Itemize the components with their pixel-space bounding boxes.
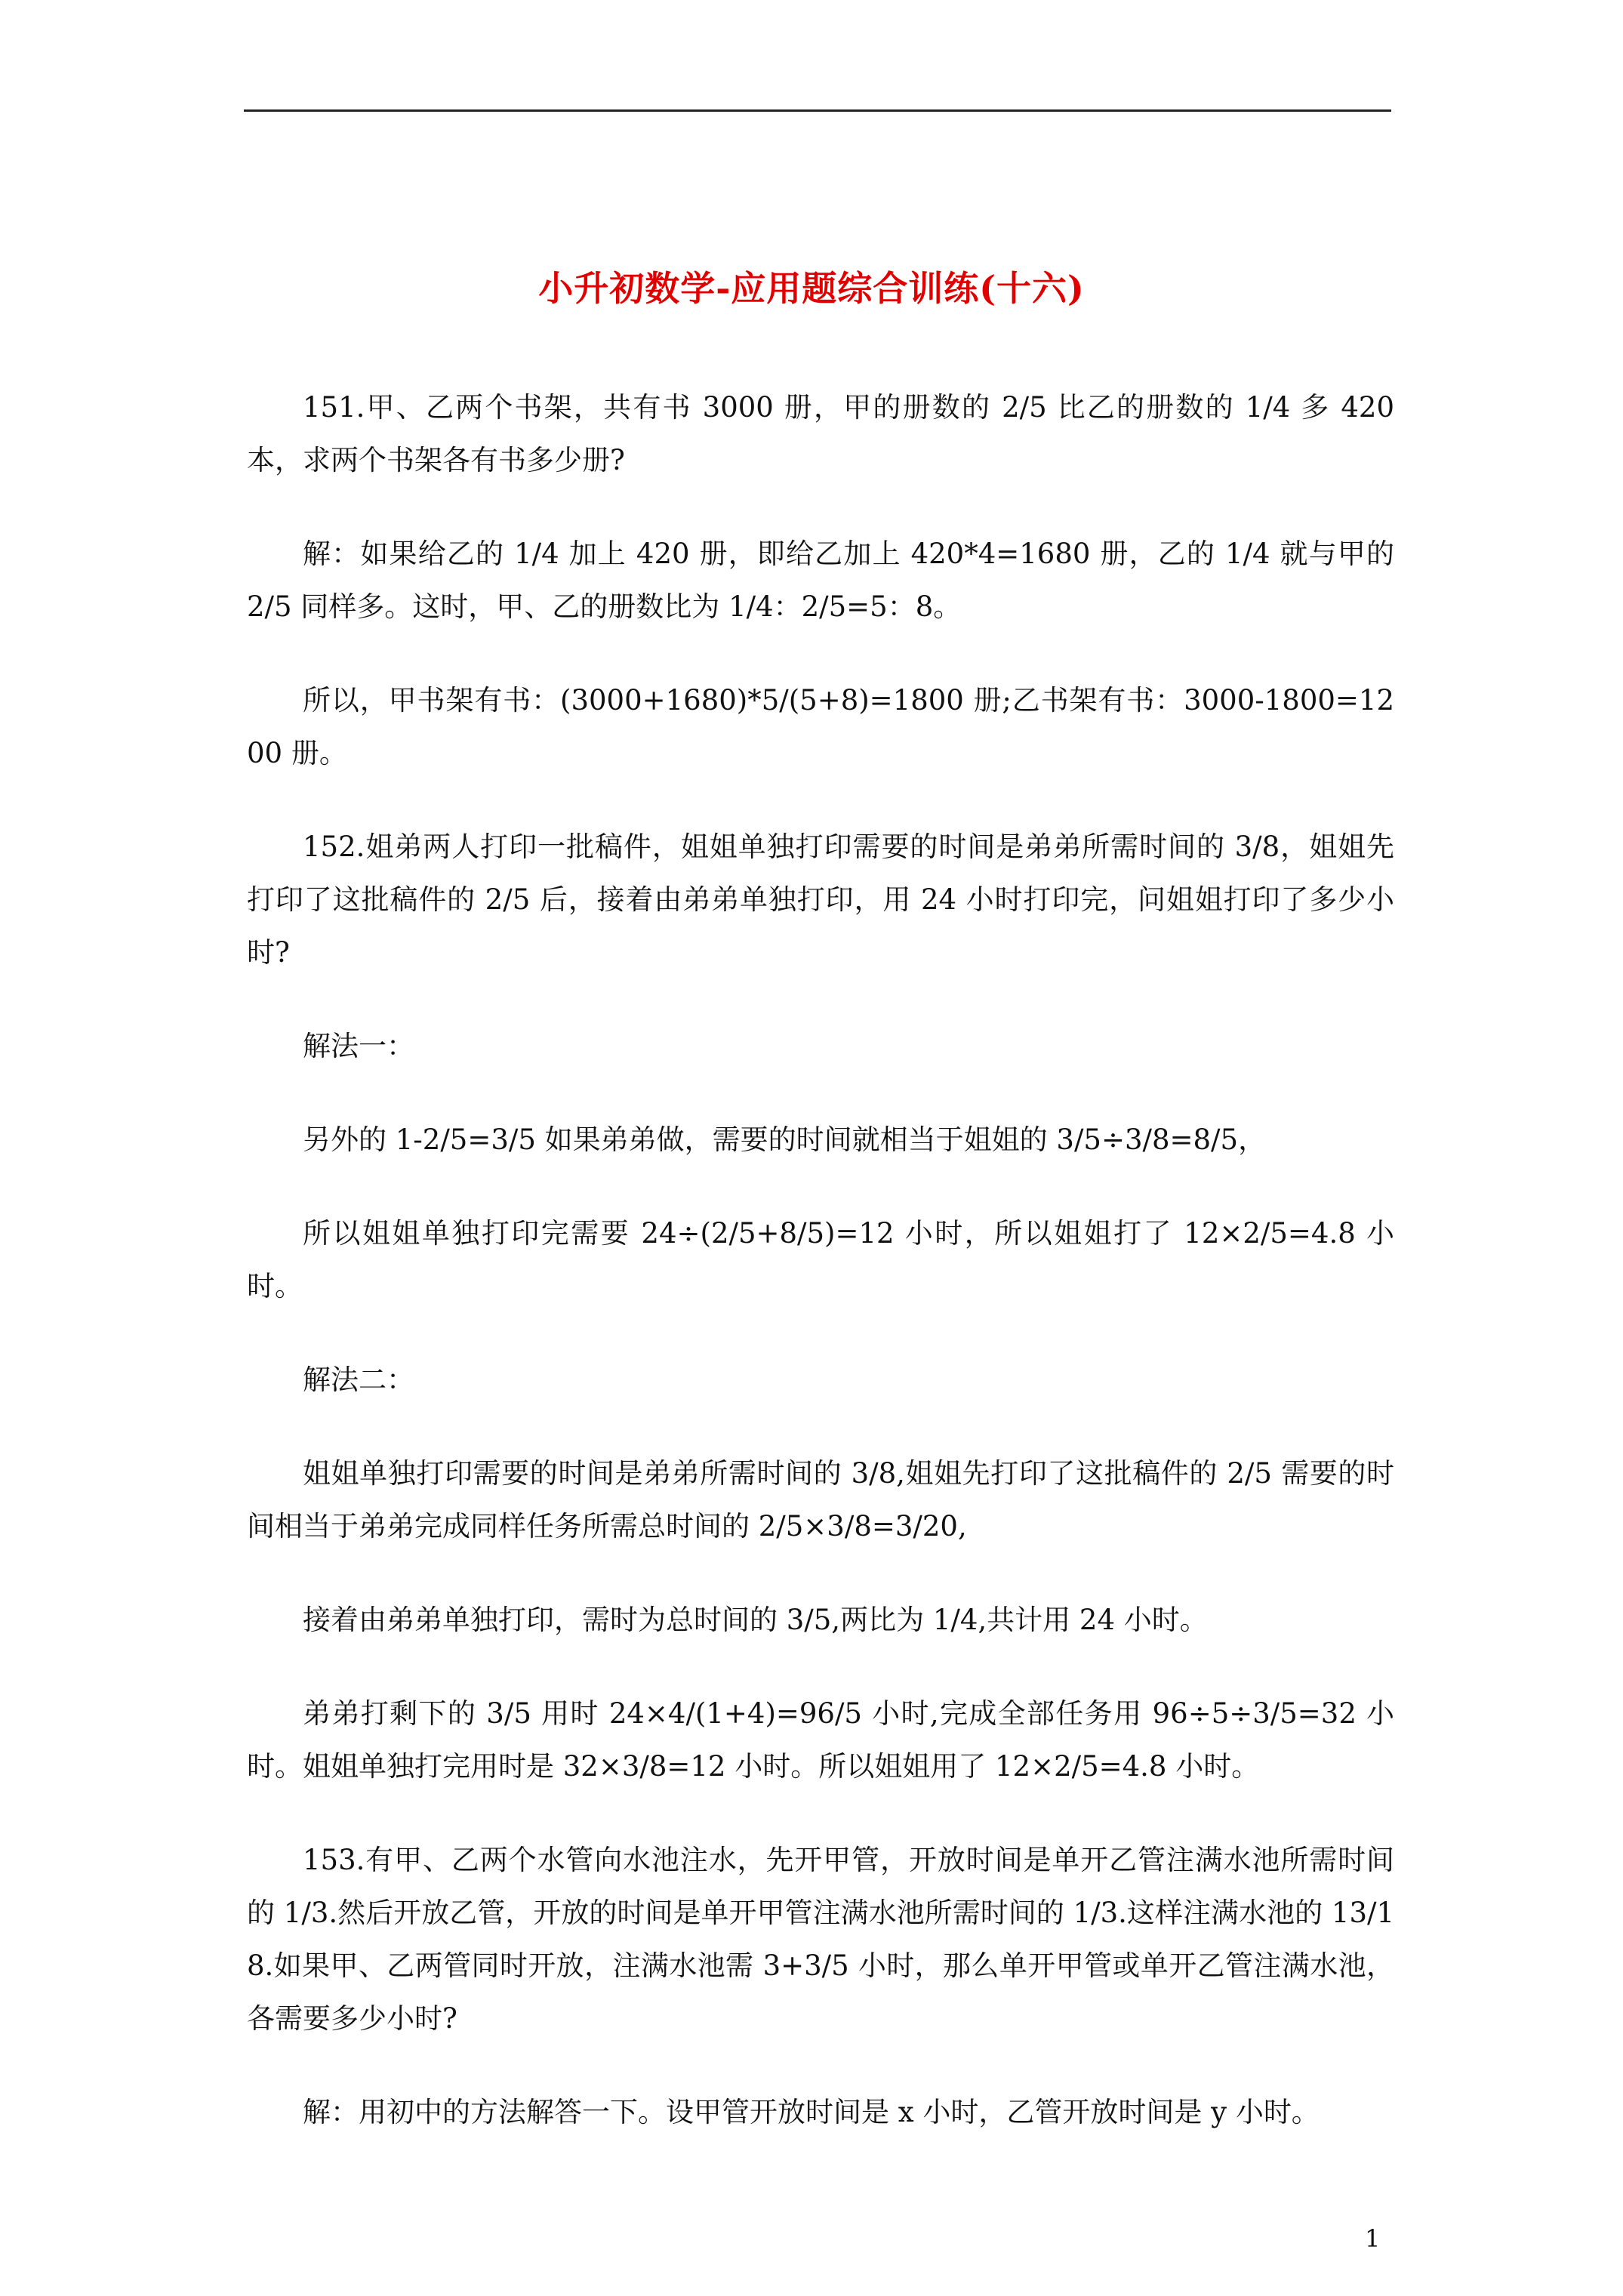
method-1-heading: 解法一： bbox=[303, 1030, 414, 1062]
problem-152: 152.姐弟两人打印一批稿件，姐姐单独打印需要的时间是弟弟所需时间的 3/8，姐姐先打印了这批稿件的 2/5 后，接着由弟弟单独打印，用 24 小时打印完，问姐姐打印了多少小时? bbox=[247, 831, 1394, 969]
page-number: 1 bbox=[1365, 2224, 1381, 2253]
method-2-step-3: 弟弟打剩下的 3/5 用时 24×4/(1+4)=96/5 小时,完成全部任务用 96÷5÷3/5=32 小时。姐姐单独打完用时是 32×3/8=12 小时。所以姐姐用了 12×2/5=4.8 小时。 bbox=[247, 1697, 1394, 1783]
problem-151: 151.甲、乙两个书架，共有书 3000 册，甲的册数的 2/5 比乙的册数的 1/4 多 420 本，求两个书架各有书多少册? bbox=[247, 391, 1394, 476]
document-body bbox=[247, 381, 1394, 2180]
solution-153: 解：用初中的方法解答一下。设甲管开放时间是 x 小时，乙管开放时间是 y 小时。 bbox=[303, 2096, 1320, 2128]
solution-151-conclusion: 所以，甲书架有书：(3000+1680)*5/(5+8)=1800 册;乙书架有书：3000-1800=1200 册。 bbox=[247, 684, 1394, 769]
method-2-heading: 解法二： bbox=[303, 1364, 414, 1396]
method-2-step-1: 姐姐单独打印需要的时间是弟弟所需时间的 3/8,姐姐先打印了这批稿件的 2/5 需要的时间相当于弟弟完成同样任务所需总时间的 2/5×3/8=3/20, bbox=[247, 1457, 1394, 1542]
document-title: 小升初数学-应用题综合训练(十六) bbox=[538, 268, 1085, 309]
method-1-step-1: 另外的 1-2/5=3/5 如果弟弟做，需要的时间就相当于姐姐的 3/5÷3/8=8/5， bbox=[303, 1123, 1267, 1156]
solution-151: 解：如果给乙的 1/4 加上 420 册，即给乙加上 420*4=1680 册，乙的 1/4 就与甲的 2/5 同样多。这时，甲、乙的册数比为 1/4：2/5=5：8。 bbox=[247, 538, 1394, 623]
method-1-step-2: 所以姐姐单独打印完需要 24÷(2/5+8/5)=12 小时，所以姐姐打了 12×2/5=4.8 小时。 bbox=[247, 1217, 1394, 1302]
header-rule bbox=[244, 109, 1391, 112]
method-2-step-2: 接着由弟弟单独打印，需时为总时间的 3/5,两比为 1/4,共计用 24 小时。 bbox=[303, 1604, 1208, 1636]
problem-153: 153.有甲、乙两个水管向水池注水，先开甲管，开放时间是单开乙管注满水池所需时间的 1/3.然后开放乙管，开放的时间是单开甲管注满水池所需时间的 1/3.这样注满水池的 13/18.如果甲、乙两管同时开放，注满水池需 3+3/5 小时，那么单开甲管或单开乙管注满水池，各需要多少小时? bbox=[247, 1844, 1394, 2035]
